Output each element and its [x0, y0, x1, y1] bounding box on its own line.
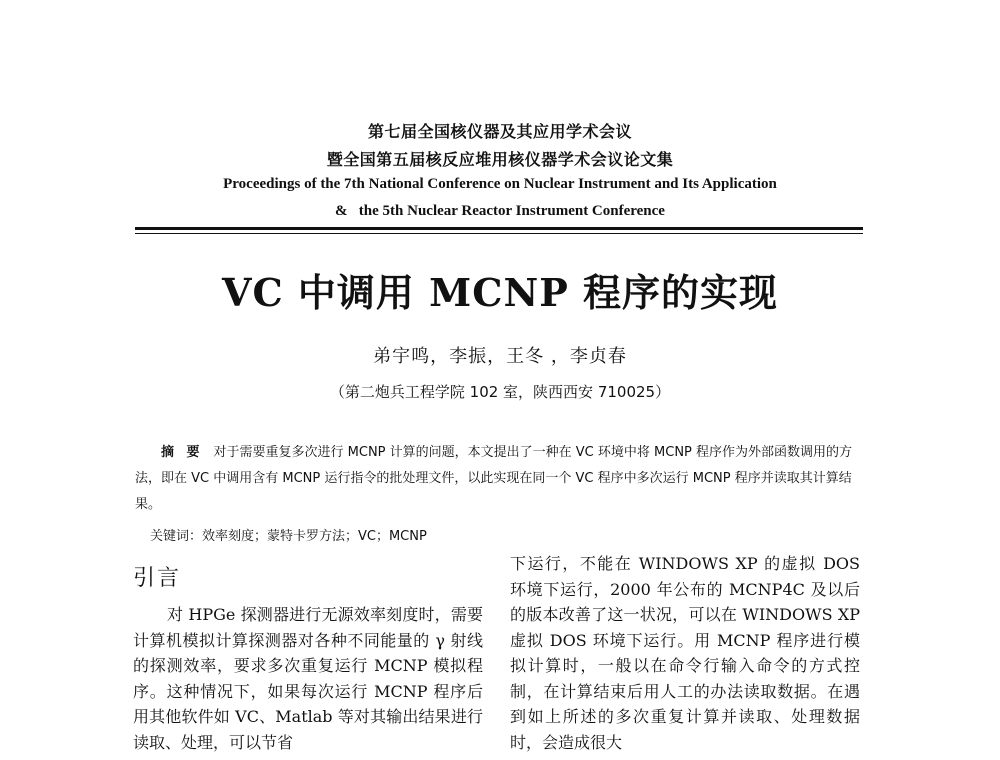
abstract-text: 对于需要重复多次进行 MCNP 计算的问题，本文提出了一种在 VC 环境中将 MCNP 程序作为外部函数调用的方法，即在 VC 中调用含有 MCNP 运行指令的批处理文件，以此实现在同一个 VC 程序中多次运行 MCNP 程序并读取其计算结果。 [135, 445, 853, 512]
proceedings-title-en-line1: Proceedings of the 7th National Conference on Nuclear Instrument and Its Application [223, 176, 777, 192]
proceedings-title-en-line2: & the 5th Nuclear Reactor Instrument Conference [335, 203, 665, 219]
abstract-block [135, 440, 863, 518]
proceedings-title-cn-line2: 暨全国第五届核反应堆用核仪器学术会议论文集 [326, 150, 674, 169]
section-heading-intro: 引言 [133, 566, 182, 591]
abstract-label: 摘 要 [161, 445, 204, 460]
header-rule-thin [135, 233, 863, 234]
intro-right-column [510, 551, 860, 755]
proceedings-title-cn-line1: 第七届全国核仪器及其应用学术会议 [367, 122, 632, 141]
paper-title: VC 中调用 MCNP 程序的实现 [221, 270, 779, 315]
keywords-line: 关键词：效率刻度；蒙特卡罗方法；VC；MCNP [150, 529, 427, 544]
paper-authors: 弟宇鸣，李振，王冬 ，李贞春 [373, 346, 627, 367]
paper-affiliation: （第二炮兵工程学院 102 室，陕西西安 710025） [329, 383, 671, 401]
intro-right-paragraph: 下运行，不能在 WINDOWS XP 的虚拟 DOS 环境下运行，2000 年公布的 MCNP4C 及以后的版本改善了这一状况，可以在 WINDOWS XP 虚拟 DOS 环境下运行。用 MCNP 程序进行模拟计算时，一般以在命令行输入命令的方式控制，在计算结束后用人工的办法读取数据。在遇到如上所述的多次重复计算并读取、处理数据时，会造成很大 [510, 554, 860, 752]
intro-left-paragraph: 对 HPGe 探测器进行无源效率刻度时，需要计算机模拟计算探测器对各种不同能量的 γ 射线的探测效率，要求多次重复运行 MCNP 模拟程序。这种情况下，如果每次运行 MCNP 程序后用其他软件如 VC、Matlab 等对其输出结果进行读取、处理，可以节省 [133, 605, 483, 752]
intro-left-column [133, 602, 483, 755]
header-rule-thick [135, 227, 863, 230]
